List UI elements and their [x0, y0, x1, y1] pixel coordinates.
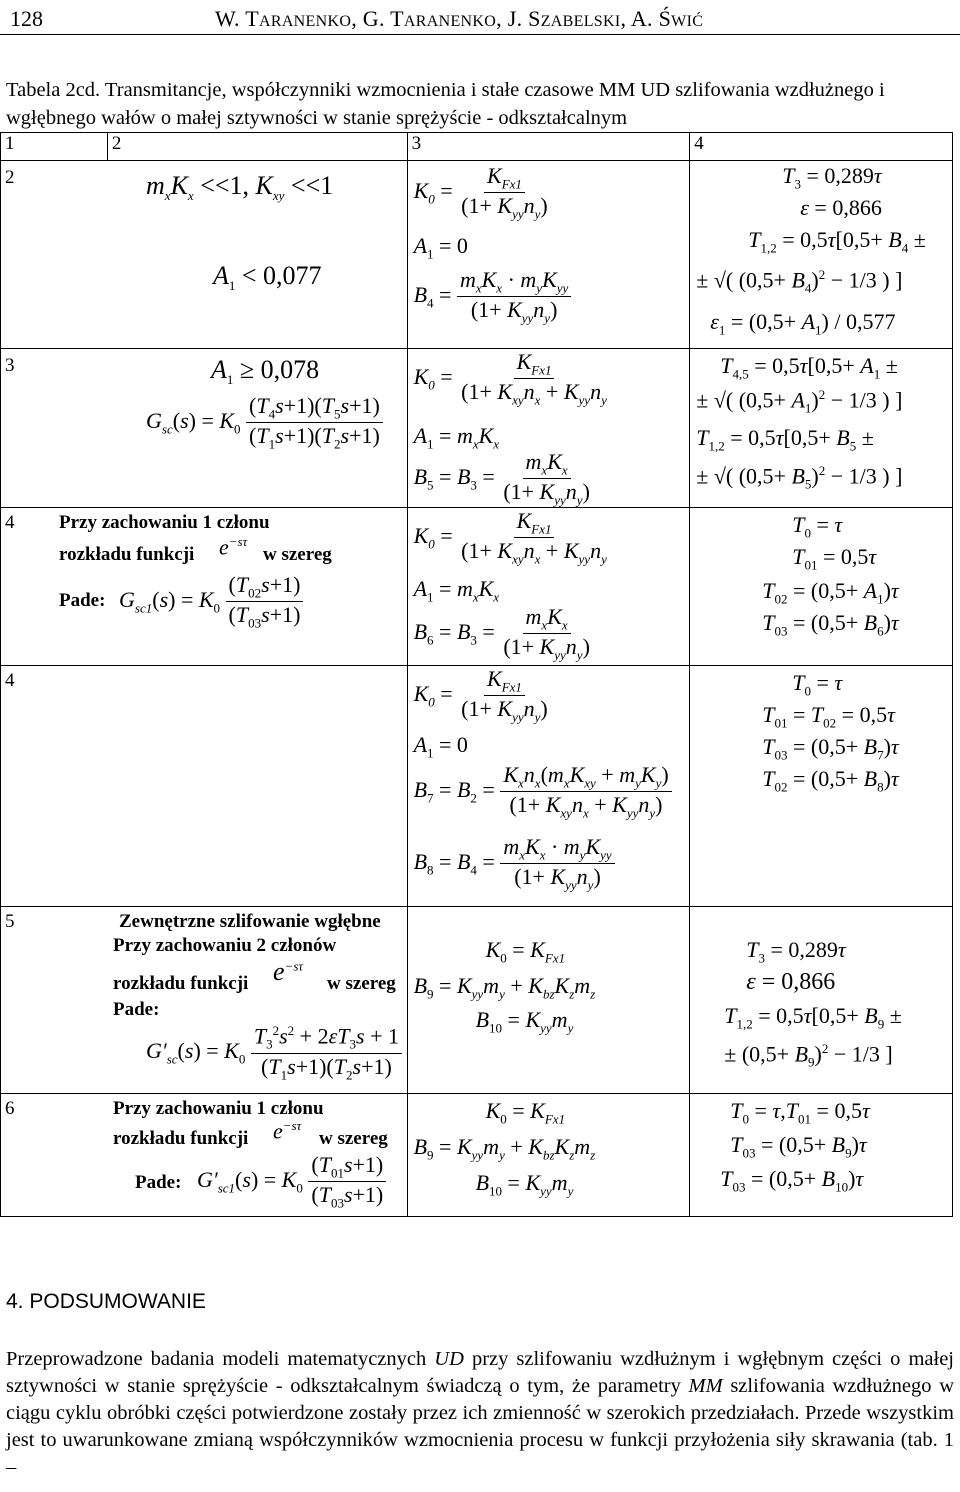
table-row — [1, 161, 953, 349]
formula: $K_0$ = $\frac{K_{Fx1}}{(1+ K_{xy}n_x + K_{yy}n_y}$ — [413, 349, 607, 408]
formula: $T_{1,2} = 0,5\tau[0,5+ B_9$ ± — [724, 1003, 902, 1032]
text-line: Pade: — [59, 590, 106, 611]
row-4b-time-constants — [690, 666, 953, 907]
running-head-authors: W. TARANENKO, G. TARANENKO, J. SZABELSKI, A. ŚWIĆ — [215, 6, 704, 31]
text-line: rozkładu funkcji — [113, 973, 249, 994]
formula: $A_1 = m_xK_x$ — [413, 576, 500, 605]
formula: $A_1 = m_xK_x$ — [413, 423, 500, 452]
formula: $B_6 = B_3$ = $\frac{m_xK_x}{(1+ K_{yy}n_y)}$ — [413, 604, 590, 663]
formula: $T_{03} = (0,5+ B_6)\tau$ — [762, 610, 899, 639]
table-caption: Tabela 2cd. Transmitancje, współczynniki wzmocnienia i stałe czasowe MM UD szlifowania wzdłużnego i wgłębnego wałów o małej sztywności w stanie sprężyście - odkształcalnym — [6, 79, 885, 129]
formula: $e^{-s\tau}$ — [219, 534, 248, 560]
formula: $T_{02} = (0,5+ A_1)\tau$ — [762, 578, 899, 607]
formula: $T_{02} = (0,5+ B_8)\tau$ — [762, 766, 899, 795]
formula: $B_7 = B_2$ = $\frac{K_xn_x(m_xK_{xy} + m_yK_y)}{(1+ K_{xy}n_x + K_{yy}n_y)}$ — [414, 762, 672, 822]
text-line: rozkładu funkcji — [59, 544, 195, 565]
table-row — [1, 349, 953, 508]
text-line: Zewnętrzne szlifowanie wgłębne — [119, 911, 381, 932]
row-number: 2 — [5, 167, 15, 188]
text-line: Pade: — [113, 999, 160, 1020]
formula: $T_{4,5} = 0,5\tau[0,5+ A_1$ ± — [720, 353, 898, 382]
transfer-function-table — [0, 132, 953, 1217]
formula: $K_0$ = $\frac{K_{Fx1}}{(1+ K_{xy}n_x + K_{yy}n_y}$ — [413, 508, 607, 567]
formula: $T_{1,2} = 0,5\tau[0,5+ B_5$ ± — [696, 425, 874, 454]
row-3-coefficients — [407, 349, 690, 508]
formula: $B_9 = K_{yy}m_y + K_{bz}K_zm_z$ — [413, 1134, 596, 1163]
text-line: Przy zachowaniu 2 członów — [113, 935, 337, 956]
row-3-desc — [1, 349, 408, 508]
formula: ± √( $(0,5+ B_4)^2 - 1/3$ ) ] — [696, 267, 903, 296]
row-6-coefficients — [407, 1094, 690, 1217]
formula: $K_0$ = $\frac{K_{Fx1}}{(1+ K_{yy}n_y)}$ — [413, 666, 548, 725]
table-row — [1, 1094, 953, 1217]
formula: $B_4$ = $\frac{m_xK_x \cdot m_yK_{yy}}{(1+ K_{yy}n_y)}$ — [414, 267, 572, 327]
table-row — [1, 666, 953, 907]
formula: $e^{-s\tau}$ — [273, 957, 304, 986]
formula: $B_9 = K_{yy}m_y + K_{bz}K_zm_z$ — [413, 973, 596, 1002]
formula: $B_5 = B_3$ = $\frac{m_xK_x}{(1+ K_{yy}n_y)}$ — [413, 449, 590, 508]
row-2-coefficients — [407, 161, 690, 349]
formula: $T_0 = \tau$ — [792, 512, 843, 541]
formula: ± √( $(0,5+ A_1)^2 - 1/3$ ) ] — [696, 387, 903, 416]
text-line: Pade: — [135, 1172, 182, 1193]
formula: $T_{01} = T_{02} = 0,5\tau$ — [762, 702, 895, 731]
row-6-desc — [1, 1094, 408, 1217]
col-header-3: 3 — [407, 133, 690, 161]
text-line: w szereg — [327, 973, 396, 994]
row-number: 4 — [5, 670, 15, 691]
text-line: rozkładu funkcji — [113, 1128, 249, 1149]
formula: $A_1 \ge 0,078$ — [211, 355, 320, 388]
text-line: w szereg — [319, 1128, 388, 1149]
formula: $G'_{sc}(s) = K_0$ $\frac{T_3^2s^2 + 2\varepsilon T_3s + 1}{(T_1s+1)(T_2s+1)}$ — [146, 1023, 402, 1083]
row-5-coefficients — [407, 907, 690, 1094]
row-4a-desc — [1, 508, 408, 666]
formula: $T_{01} = 0,5\tau$ — [792, 544, 877, 573]
formula: $T_0 = \tau$ — [792, 670, 843, 699]
formula: $K_0 = K_{Fx1}$ — [485, 1098, 566, 1127]
row-4b-coefficients — [407, 666, 690, 907]
row-5-desc — [1, 907, 408, 1094]
formula: $G_{sc1}(s) = K_0$ $\frac{(T_{02}s+1)}{(T_{03}s+1)}$ — [119, 572, 303, 632]
table-row — [1, 907, 953, 1094]
formula: ± $(0,5+ B_9)^2 - 1/3$ ] — [724, 1041, 893, 1070]
formula: $m_xK_x <<1$, $K_{xy} <<1$ — [146, 171, 334, 204]
row-2-time-constants — [690, 161, 953, 349]
formula: $T_0 = \tau,T_{01} = 0,5\tau$ — [730, 1098, 870, 1127]
table-row — [1, 508, 953, 666]
row-4b-desc — [1, 666, 408, 907]
formula: $T_{03} = (0,5+ B_9)\tau$ — [730, 1132, 867, 1161]
formula: $\varepsilon_1 = (0,5+ A_1) / 0,577$ — [710, 309, 896, 338]
formula: $A_1 < 0,077$ — [213, 261, 322, 294]
row-number: 3 — [5, 355, 15, 376]
formula: $K_0 = K_{Fx1}$ — [485, 937, 566, 966]
text-line: w szereg — [263, 544, 332, 565]
formula: $e^{-s\tau}$ — [273, 1118, 302, 1144]
formula: $B_8 = B_4$ = $\frac{m_xK_x \cdot m_yK_{yy}}{(1+ K_{yy}n_y)}$ — [414, 834, 615, 894]
text-line: Przy zachowaniu 1 członu — [113, 1098, 324, 1119]
formula: $A_1 = 0$ — [413, 732, 468, 761]
formula: ε = 0,866 — [800, 195, 882, 220]
formula: $A_1 = 0$ — [413, 233, 468, 262]
formula: $B_{10} = K_{yy}m_y$ — [475, 1170, 574, 1199]
formula: $T_{03} = (0,5+ B_7)\tau$ — [762, 734, 899, 763]
col-header-1: 1 — [1, 133, 108, 161]
section-heading: 4. PODSUMOWANIE — [6, 1290, 206, 1313]
row-5-time-constants — [690, 907, 953, 1094]
formula: $G'_{sc1}(s) = K_0$ $\frac{(T_{01}s+1)}{(T_{03}s+1)}$ — [197, 1152, 386, 1212]
page-number: 128 — [10, 6, 43, 31]
row-number: 4 — [5, 512, 15, 533]
formula: $K_0$ = $\frac{K_{Fx1}}{(1+ K_{yy}n_y)}$ — [413, 163, 548, 222]
col-header-4: 4 — [690, 133, 953, 161]
row-6-time-constants — [690, 1094, 953, 1217]
formula: $G_{sc}(s) = K_0$ $\frac{(T_4s+1)(T_5s+1)}{(T_1s+1)(T_2s+1)}$ — [146, 393, 383, 453]
summary-paragraph: Przeprowadzone badania modeli matematycznych UD przy szlifowaniu wzdłużnym i wgłębnym części o małej sztywności w stanie sprężyście - odkształcalnym świadczą o tym, że parametry MM szlifowania wzdłużnego w ciągu cyklu obróbki części potwierdzone zostały przez ich zmienność w szerokich przedziałach. Przede wszystkim jest to uwarunkowane zmianą współczynników wzmocnienia procesu w funkcji przyłożenia siły skrawania (tab. 1 – — [6, 1348, 954, 1478]
row-number: 6 — [5, 1098, 15, 1119]
formula: $T_3 = 0,289\tau$ — [782, 163, 882, 192]
text-line: Przy zachowaniu 1 członu — [59, 512, 270, 533]
row-4a-coefficients — [407, 508, 690, 666]
table-header-row — [1, 133, 953, 161]
row-4a-time-constants — [690, 508, 953, 666]
row-number: 5 — [5, 911, 15, 932]
formula: ± √( $(0,5+ B_5)^2 - 1/3$ ) ] — [696, 463, 903, 492]
header-rule — [0, 34, 960, 35]
formula: ε = 0,866 — [746, 969, 836, 995]
row-2-desc — [1, 161, 408, 349]
formula: $T_{1,2} = 0,5\tau[0,5+ B_4$ ± — [748, 227, 926, 256]
formula: $T_{03} = (0,5+ B_{10})\tau$ — [720, 1166, 864, 1195]
col-header-2: 2 — [107, 133, 407, 161]
row-3-time-constants — [690, 349, 953, 508]
formula: $T_3 = 0,289\tau$ — [746, 937, 846, 966]
formula: $B_{10} = K_{yy}m_y$ — [475, 1007, 574, 1036]
